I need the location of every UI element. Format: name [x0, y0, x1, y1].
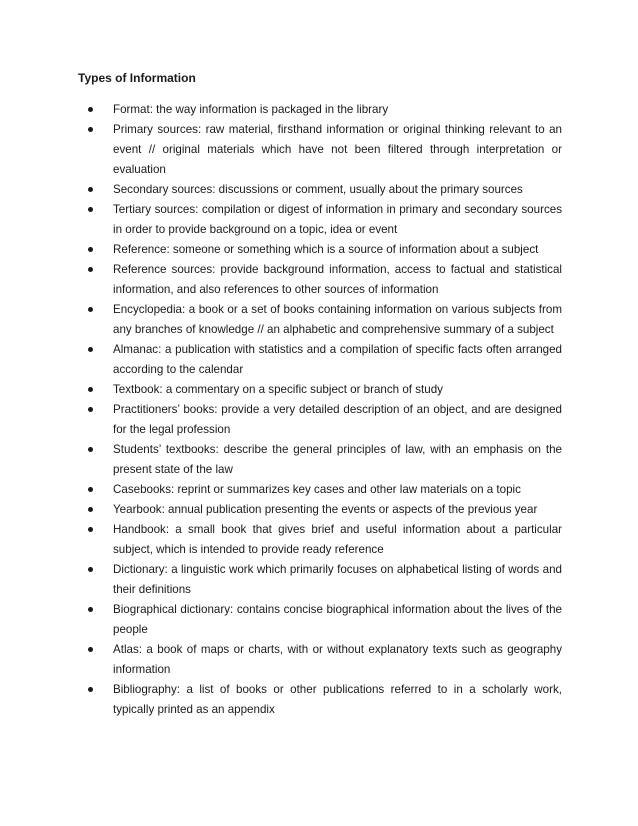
bullet-icon [88, 307, 93, 312]
list-item [86, 120, 562, 180]
bullet-icon [88, 687, 93, 692]
list-item [86, 680, 562, 720]
bullet-icon [88, 527, 93, 532]
bullet-icon [88, 647, 93, 652]
list-item [86, 240, 562, 260]
bullet-icon [88, 187, 93, 192]
bullet-icon [88, 127, 93, 132]
list-item-text: Format: the way information is packaged in the library [113, 103, 389, 116]
list-item [86, 560, 562, 600]
list-item-text: Bibliography: a list of books or other publications referred to in a scholarly work, typically printed as an appendix [113, 683, 562, 716]
bullet-icon [88, 207, 93, 212]
bullet-icon [88, 507, 93, 512]
list-item [86, 400, 562, 440]
list-item [86, 640, 562, 680]
list-item [86, 440, 562, 480]
list-item-text: Secondary sources: discussions or comment, usually about the primary sources [113, 183, 523, 196]
list-item [86, 340, 562, 380]
bullet-icon [88, 447, 93, 452]
list-item [86, 260, 562, 300]
list-item-text: Encyclopedia: a book or a set of books containing information on various subjects from any branches of knowledge // an alphabetic and comprehensive summary of a subject [113, 303, 562, 336]
list-item-text: Students’ textbooks: describe the general principles of law, with an emphasis on the present state of the law [113, 443, 562, 476]
bullet-icon [88, 567, 93, 572]
list-item-text: Tertiary sources: compilation or digest of information in primary and secondary sources in order to provide background on a topic, idea or event [113, 203, 562, 236]
list-item-text: Practitioners’ books: provide a very detailed description of an object, and are designed for the legal profession [113, 403, 562, 436]
bullet-icon [88, 607, 93, 612]
list-item-text: Biographical dictionary: contains concise biographical information about the lives of the people [113, 603, 562, 636]
list-item [86, 600, 562, 640]
bullet-icon [88, 347, 93, 352]
list-item [86, 200, 562, 240]
bullet-icon [88, 107, 93, 112]
list-item-text: Primary sources: raw material, firsthand information or original thinking relevant to an event // original materials which have not been filtered through interpretation or evaluation [113, 123, 562, 176]
list-item [86, 180, 562, 200]
list-item [86, 500, 562, 520]
list-item-text: Casebooks: reprint or summarizes key cases and other law materials on a topic [113, 483, 521, 496]
list-item-text: Reference: someone or something which is a source of information about a subject [113, 243, 539, 256]
list-item [86, 380, 562, 400]
bullet-list [86, 100, 562, 720]
list-item [86, 300, 562, 340]
list-item [86, 100, 562, 120]
list-item-text: Atlas: a book of maps or charts, with or without explanatory texts such as geography information [113, 643, 562, 676]
list-item [86, 480, 562, 500]
bullet-icon [88, 387, 93, 392]
bullet-icon [88, 487, 93, 492]
list-item-text: Yearbook: annual publication presenting the events or aspects of the previous year [113, 503, 538, 516]
list-item-text: Handbook: a small book that gives brief and useful information about a particular subject, which is intended to provide ready reference [113, 523, 562, 556]
list-item-text: Textbook: a commentary on a specific subject or branch of study [113, 383, 443, 396]
section-heading: Types of Information [78, 71, 196, 85]
bullet-icon [88, 407, 93, 412]
bullet-icon [88, 247, 93, 252]
list-item [86, 520, 562, 560]
list-item-text: Reference sources: provide background information, access to factual and statistical information, and also references to other sources of information [113, 263, 562, 296]
bullet-icon [88, 267, 93, 272]
list-item-text: Dictionary: a linguistic work which primarily focuses on alphabetical listing of words and their definitions [113, 563, 562, 596]
list-item-text: Almanac: a publication with statistics and a compilation of specific facts often arranged according to the calendar [113, 343, 562, 376]
